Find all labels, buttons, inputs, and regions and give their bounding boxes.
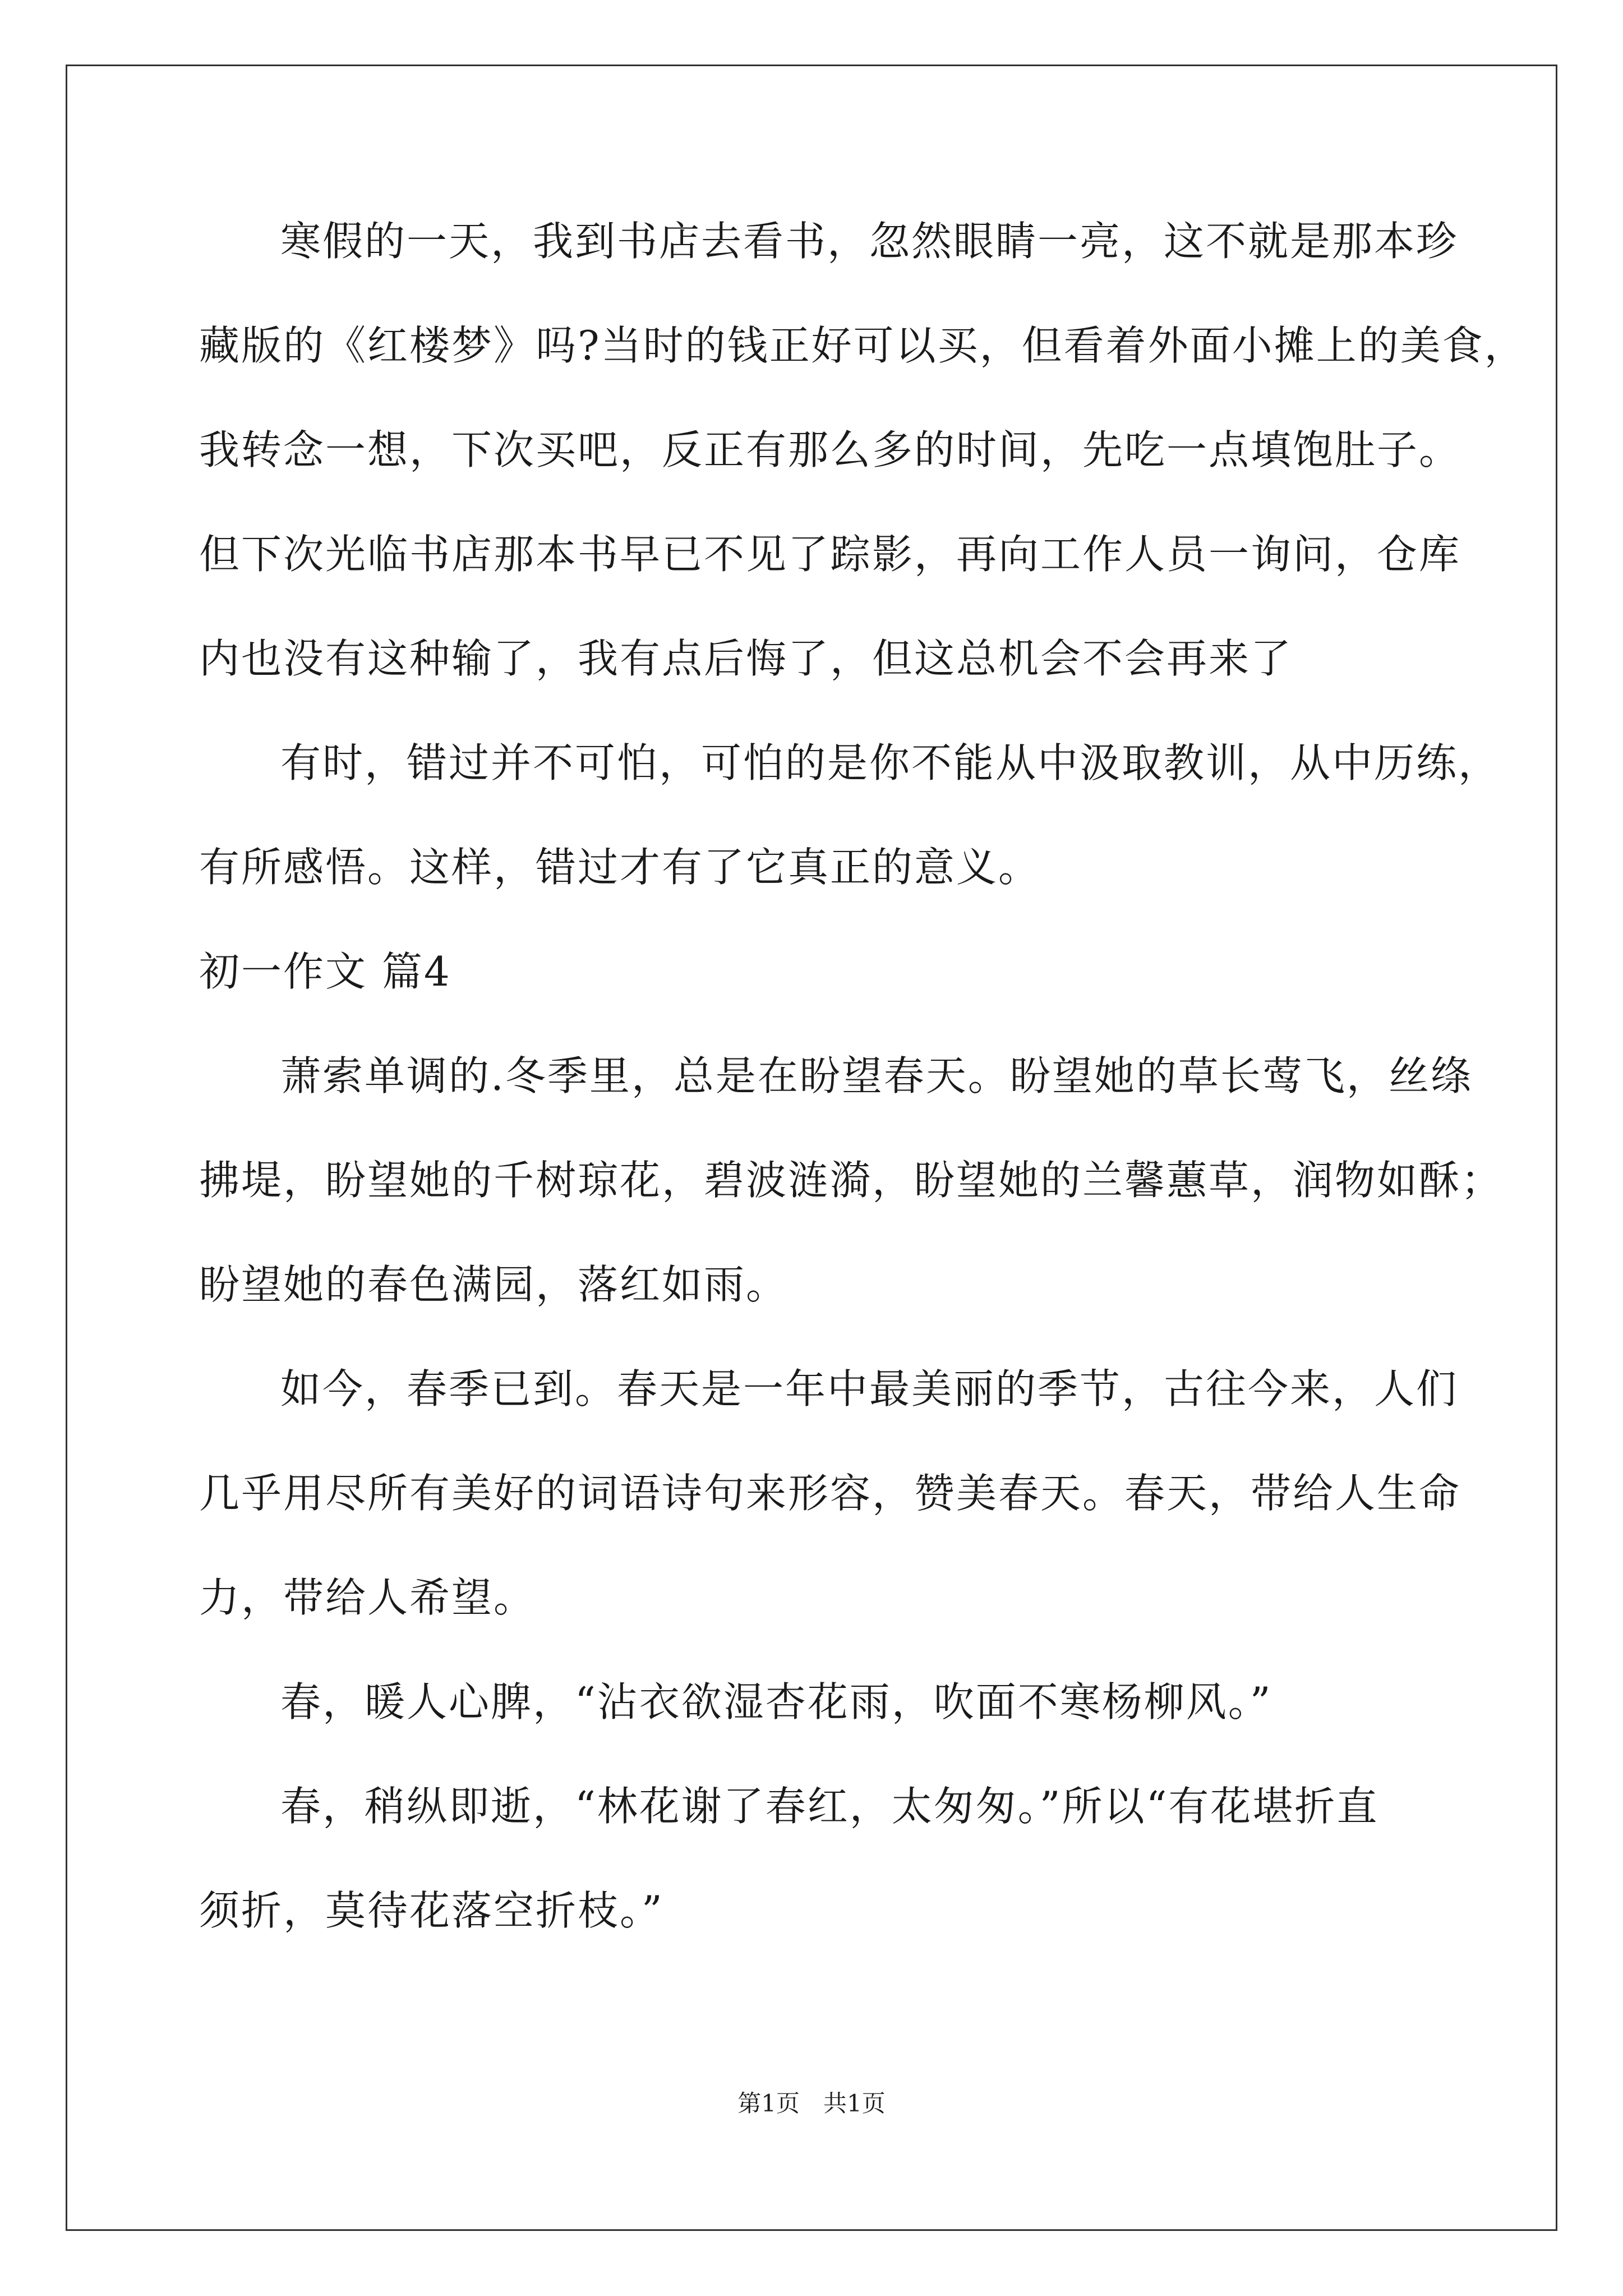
section-heading: 初一作文 篇4 xyxy=(199,948,451,995)
paragraph-line: 盼望她的春色满园，落红如雨。 xyxy=(199,1261,789,1308)
paragraph-line: 寒假的一天，我到书店去看书，忽然眼睛一亮，这不就是那本珍 xyxy=(280,218,1459,265)
paragraph-line: 内也没有这种输了，我有点后悔了，但这总机会不会再来了 xyxy=(199,635,1293,682)
paragraph-line: 藏版的《红楼梦》吗?当时的钱正好可以买，但看着外面小摊上的美食， xyxy=(199,322,1527,369)
paragraph-line: 拂堤，盼望她的千树琼花，碧波涟漪，盼望她的兰馨蕙草，润物如酥； xyxy=(199,1157,1504,1204)
paragraph-line: 但下次光临书店那本书早已不见了踪影，再向工作人员一询问，仓库 xyxy=(199,531,1461,578)
paragraph-line: 须折，莫待花落空折枝。” xyxy=(199,1887,664,1934)
paragraph-line: 力，带给人希望。 xyxy=(199,1574,536,1621)
paragraph-line: 春，暖人心脾，“沾衣欲湿杏花雨，吹面不寒杨柳风。” xyxy=(280,1678,1272,1726)
paragraph-line: 萧索单调的.冬季里，总是在盼望春天。盼望她的草长莺飞，丝绦 xyxy=(280,1052,1473,1099)
paragraph-line: 几乎用尽所有美好的词语诗句来形容，赞美春天。春天，带给人生命 xyxy=(199,1470,1461,1517)
paragraph-line: 春，稍纵即逝，“林花谢了春红，太匆匆。”所以“有花堪折直 xyxy=(280,1783,1379,1830)
paragraph-line: 有时，错过并不可怕，可怕的是你不能从中汲取教训，从中历练， xyxy=(280,739,1501,786)
paragraph-line: 我转念一想，下次买吧，反正有那么多的时间，先吃一点填饱肚子。 xyxy=(199,426,1461,473)
paragraph-line: 有所感悟。这样，错过才有了它真正的意义。 xyxy=(199,844,1041,891)
paragraph-line: 如今，春季已到。春天是一年中最美丽的季节，古往今来，人们 xyxy=(280,1365,1459,1412)
page-footer: 第1页 共1页 xyxy=(737,2090,886,2117)
